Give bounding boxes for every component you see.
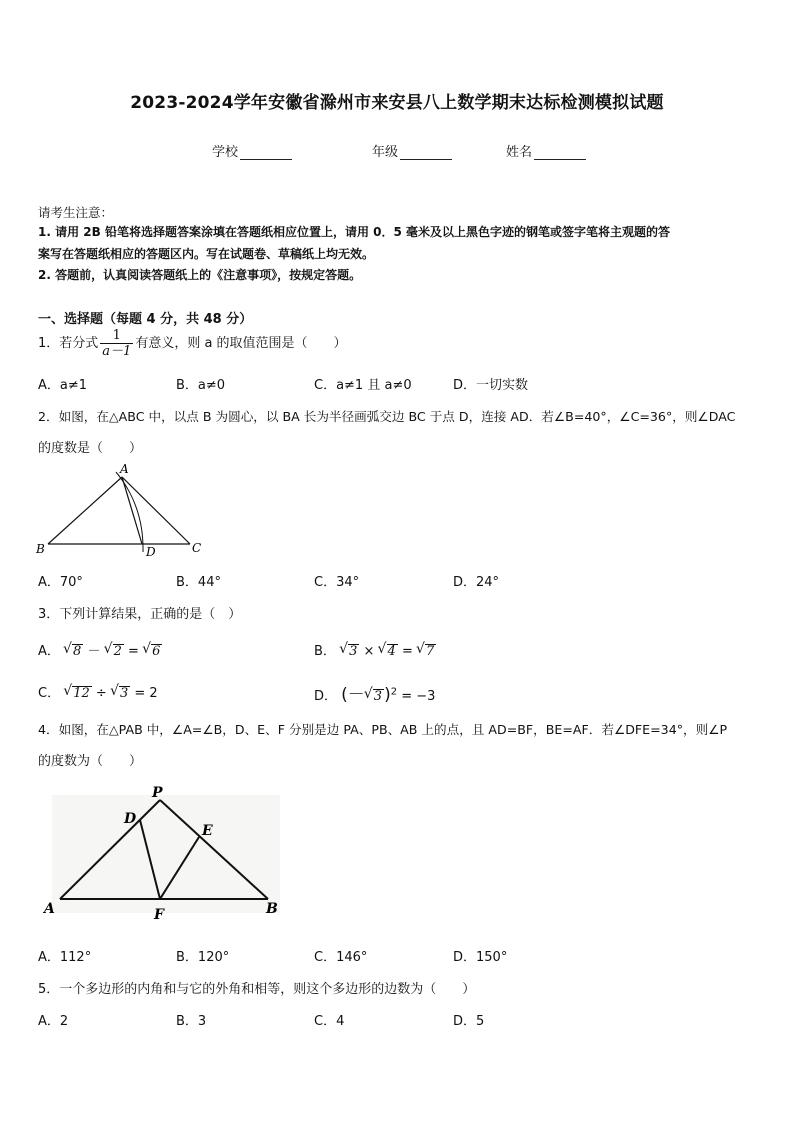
segment-ba — [48, 477, 122, 544]
q3d-open-paren: (－ — [341, 685, 365, 705]
label-a: A — [120, 462, 129, 476]
q3-option-c[interactable] — [38, 682, 158, 701]
q3a-op: － — [87, 644, 101, 659]
q3b-eq: = — [401, 644, 413, 659]
grade-blank — [400, 147, 452, 160]
question-1 — [38, 328, 347, 359]
q3c-sqrt-2: √ 3 — [119, 686, 130, 701]
q3c-op: ÷ — [95, 686, 107, 701]
question-5: 5．一个多边形的内角和与它的外角和相等，则这个多边形的边数为（ ） — [38, 982, 476, 997]
section-heading: 一、选择题（每题 4 分，共 48 分） — [38, 312, 253, 327]
school-label: 学校 — [212, 145, 239, 160]
q4-option-c[interactable]: C．146° — [314, 950, 368, 965]
q3c-eq: = 2 — [134, 686, 158, 701]
notice-line-2: 2. 答题前，认真阅读答题纸上的《注意事项》，按规定答题。 — [38, 268, 362, 282]
triangle-pab-figure — [38, 785, 288, 925]
triangle-abc-figure — [30, 460, 210, 560]
q1-option-c[interactable]: C．a≠1 且 a≠0 — [314, 378, 412, 393]
question-4-line2: 的度数为（ ） — [38, 754, 143, 769]
name-field — [506, 141, 586, 160]
q2-option-c[interactable]: C．34° — [314, 575, 360, 590]
q2-option-b[interactable]: B．44° — [176, 575, 221, 590]
q3b-sqrt-3: √ 7 — [425, 644, 436, 659]
notice-heading: 请考生注意： — [38, 205, 114, 220]
q3c-sqrt-1: √ 12 — [72, 686, 92, 701]
q2-option-a[interactable]: A．70° — [38, 575, 83, 590]
question-3: 3．下列计算结果，正确的是（ ） — [38, 607, 242, 622]
q3d-letter: D． — [314, 689, 338, 704]
q3a-eq: = — [128, 644, 139, 659]
q1-suffix: 有意义，则 a 的取值范围是（ ） — [135, 336, 347, 351]
school-blank — [240, 147, 292, 160]
figure-background — [52, 795, 280, 913]
q3-option-b[interactable] — [314, 640, 436, 659]
q5-option-d[interactable]: D．5 — [453, 1014, 485, 1029]
q3d-sqrt: √ 3 — [373, 689, 384, 704]
q1-prefix: 1．若分式 — [38, 336, 99, 351]
page-title: 2023-2024学年安徽省滁州市来安县八上数学期末达标检测模拟试题 — [130, 93, 664, 113]
label-e: E — [202, 823, 213, 839]
q5-option-b[interactable]: B．3 — [176, 1014, 207, 1029]
label-d: D — [124, 811, 137, 827]
q3a-sqrt-1: √ 8 — [72, 644, 83, 659]
label-b: B — [266, 901, 278, 917]
name-blank — [534, 147, 586, 160]
q4-option-a[interactable]: A．112° — [38, 950, 92, 965]
q1-numerator: 1 — [112, 328, 121, 343]
q5-option-c[interactable]: C．4 — [314, 1014, 345, 1029]
q1-fraction — [100, 328, 133, 359]
q3b-sqrt-2: √ 4 — [387, 644, 398, 659]
q1-option-d[interactable]: D．一切实数 — [453, 378, 529, 393]
label-c: C — [192, 541, 202, 555]
q3a-sqrt-3: √ 6 — [151, 644, 162, 659]
q3d-exponent: 2 — [390, 686, 398, 698]
grade-label: 年级 — [372, 145, 399, 160]
q3d-eq: = −3 — [401, 689, 436, 704]
q3-option-a[interactable] — [38, 640, 162, 659]
label-a: A — [44, 901, 55, 917]
label-d: D — [146, 545, 156, 559]
q3c-letter: C． — [38, 686, 61, 701]
q3d-close-paren: ) — [384, 685, 391, 705]
question-4-line1: 4．如图，在△PAB 中，∠A=∠B，D、E、F 分别是边 PA、PB、AB 上的点，且 AD=BF，BE=AF．若∠DFE=34°，则∠P — [38, 722, 728, 737]
q4-option-b[interactable]: B．120° — [176, 950, 230, 965]
question-2-line1: 2．如图，在△ABC 中，以点 B 为圆心，以 BA 长为半径画弧交边 BC 于点 D，连接 AD．若∠B=40°，∠C=36°，则∠DAC — [38, 409, 736, 424]
q3b-op: × — [363, 644, 375, 659]
q3a-letter: A． — [38, 644, 60, 659]
name-label: 姓名 — [506, 145, 533, 160]
q1-option-b[interactable]: B．a≠0 — [176, 378, 226, 393]
q3b-letter: B． — [314, 644, 336, 659]
label-p: P — [152, 785, 163, 801]
q4-option-d[interactable]: D．150° — [453, 950, 508, 965]
q3-option-d[interactable] — [314, 680, 435, 705]
q1-denominator: a－1 — [102, 344, 132, 359]
school-field — [212, 141, 292, 160]
label-b: B — [36, 542, 45, 556]
question-2-line2: 的度数是（ ） — [38, 441, 143, 456]
q3b-sqrt-1: √ 3 — [348, 644, 359, 659]
q3a-sqrt-2: √ 2 — [113, 644, 124, 659]
grade-field — [372, 141, 452, 160]
label-f: F — [154, 907, 164, 923]
q2-option-d[interactable]: D．24° — [453, 575, 500, 590]
q1-option-a[interactable]: A．a≠1 — [38, 378, 88, 393]
q5-option-a[interactable]: A．2 — [38, 1014, 69, 1029]
notice-line-1b: 案写在答题纸相应的答题区内。写在试题卷、草稿纸上均无效。 — [38, 247, 375, 261]
notice-line-1: 1. 请用 2B 铅笔将选择题答案涂填在答题纸相应位置上，请用 0．5 毫米及以上黑色字迹的钢笔或签字笔将主观题的答 — [38, 225, 670, 239]
